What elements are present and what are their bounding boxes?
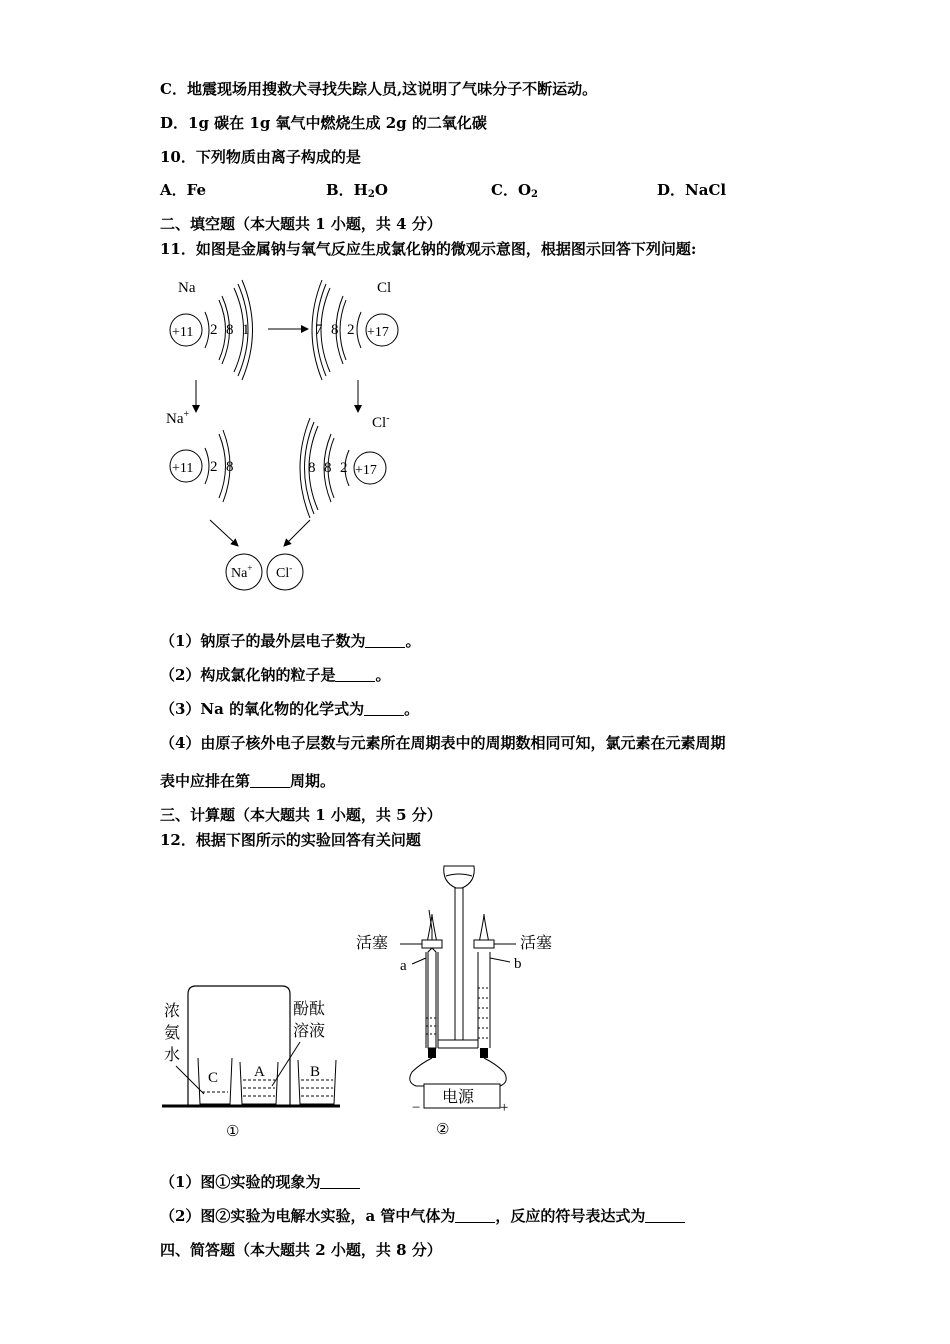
na-nucleus: +11 [172, 325, 194, 340]
q10-stem: 10．下列物质由离子构成的是 [160, 148, 361, 166]
na-ion-shell-2: 8 [226, 459, 234, 475]
tube-a [426, 910, 438, 1048]
q10-option-a: A．Fe [160, 181, 207, 199]
positive-terminal: + [500, 1100, 509, 1116]
cl-ion-label: Cl- [372, 413, 390, 431]
wire-left [410, 1058, 432, 1086]
label-ammonia-3: 水 [164, 1047, 181, 1064]
label-phenolphthalein-1: 酚酞 [293, 1001, 326, 1018]
q12-stem: 12．根据下图所示的实验回答有关问题 [160, 831, 421, 849]
beaker-a-label: A [254, 1064, 265, 1080]
section-2-heading: 二、填空题（本大题共 1 小题，共 4 分） [160, 215, 442, 233]
na-ion-nucleus: +11 [172, 461, 194, 476]
q11-part-1: （1）钠原子的最外层电子数为 。 [160, 632, 421, 650]
stopcock-left-label: 活塞 [356, 933, 389, 952]
cl-ion-shell-inner: 2 [340, 460, 348, 476]
stopcock-right [474, 940, 516, 948]
na-ion-label: Na+ [166, 409, 190, 427]
tube-a-label: a [400, 958, 407, 974]
na-ion-shell-1: 2 [210, 459, 218, 475]
q10-option-b: B．$H_2O$ [326, 181, 388, 200]
tube-b-label: b [514, 956, 522, 972]
beaker-b [298, 1060, 336, 1104]
cl-nucleus: +17 [367, 325, 389, 340]
q10-option-c: C．$O_2$ [491, 181, 538, 200]
na-shell-1: 2 [210, 322, 218, 338]
negative-terminal: − [412, 1100, 421, 1116]
stopcock-right-label: 活塞 [520, 933, 553, 952]
section-3-heading: 三、计算题（本大题共 1 小题，共 5 分） [160, 806, 442, 824]
sodium-chloride-product [226, 554, 303, 590]
beaker-b-label: B [310, 1064, 321, 1080]
label-ammonia-1: 浓 [164, 1003, 181, 1020]
electrode-right [480, 1048, 488, 1058]
na-shell-2: 8 [226, 322, 234, 338]
figure-1-number: ① [226, 1124, 240, 1140]
cl-ion-shell-middle: 8 [324, 460, 332, 476]
na-shell-3: 1 [242, 322, 250, 338]
q11-stem: 11．如图是金属钠与氧气反应生成氯化钠的微观示意图，根据图示回答下列问题: [160, 240, 697, 258]
label-ammonia-2: 氨 [164, 1025, 181, 1042]
electrode-left [428, 1048, 436, 1058]
beaker-c-label: C [208, 1070, 219, 1086]
q10-option-d: D．NaCl [657, 181, 727, 199]
stopcock-left [400, 940, 442, 948]
cl-shell-inner: 2 [347, 322, 355, 338]
q12-part-1: （1）图①实验的现象为 [160, 1171, 360, 1192]
water-electrolysis-figure [350, 858, 570, 1148]
q11-part-4-line-1: （4）由原子核外电子层数与元素所在周期表中的周期数相同可知，氯元素在元素周期 [160, 734, 726, 752]
cl-ion-shell-outer: 8 [308, 460, 316, 476]
section-4-heading: 四、简答题（本大题共 2 小题，共 8 分） [160, 1241, 442, 1259]
q12-part-2: （2）图②实验为电解水实验，a 管中气体为 ，反应的符号表达式为 [160, 1205, 685, 1226]
wire-right [484, 1058, 506, 1086]
cl-ion-nucleus: +17 [355, 463, 377, 478]
tube-b [478, 914, 490, 1048]
cl-ion [300, 418, 386, 518]
product-na-ion: Na+ [231, 563, 253, 581]
power-supply-label: 电源 [442, 1087, 475, 1106]
sodium-chloride-formation-diagram [160, 270, 420, 600]
figure-2-number: ② [436, 1122, 450, 1138]
reservoir-funnel [444, 866, 475, 1040]
label-phenolphthalein-2: 溶液 [293, 1023, 326, 1040]
product-cl-ion: Cl- [276, 563, 293, 581]
q9-option-c: C．地震现场用搜救犬寻找失踪人员,这说明了气味分子不断运动。 [160, 80, 598, 98]
na-ion [170, 430, 234, 502]
ammonia-diffusion-figure [160, 976, 350, 1146]
q9-option-d: D．1g 碳在 1g 氧气中燃烧生成 2g 的二氧化碳 [160, 114, 487, 132]
ammonia-pointer [176, 1066, 204, 1094]
q11-part-2: （2）构成氯化钠的粒子是 。 [160, 666, 391, 684]
na-atom-label: Na [178, 280, 196, 296]
beaker-c [198, 1058, 232, 1104]
cl-atom-label: Cl [377, 280, 392, 296]
q11-part-3: （3）Na 的氧化物的化学式为 。 [160, 700, 420, 718]
beaker-a [240, 1062, 278, 1104]
phenol-pointer [272, 1042, 300, 1086]
cl-shell-middle: 8 [331, 322, 339, 338]
cl-shell-outer: 7 [315, 322, 323, 338]
q11-part-4-line-2: 表中应排在第 周期。 [160, 772, 336, 790]
